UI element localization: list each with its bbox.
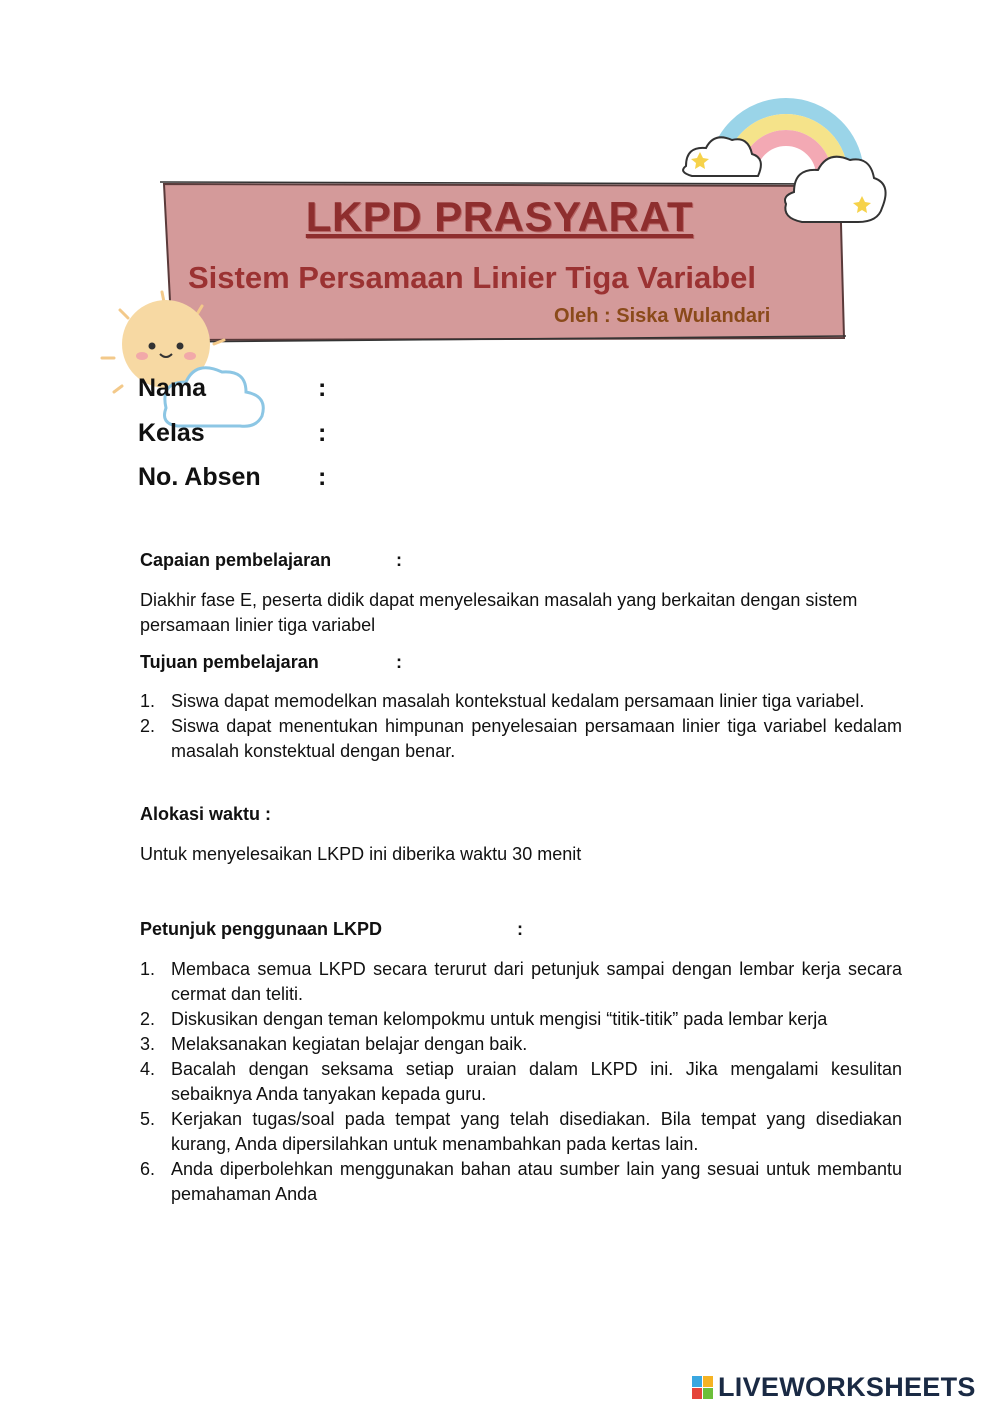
liveworksheets-brand[interactable]: LIVEWORKSHEETS [718,1372,976,1402]
author-line: Oleh : Siska Wulandari [554,305,771,327]
petunjuk-colon: : [517,919,523,939]
list-text: Siswa dapat menentukan himpunan penyelesaian persamaan linier tiga variabel kedalam masalah konstektual dengan benar. [171,716,902,761]
list-item [140,689,902,714]
field-colon-no-absen: : [318,463,327,491]
list-number: 4. [140,1059,156,1079]
page-title: LKPD PRASYARAT [305,193,694,240]
list-text: Diskusikan dengan teman kelompokmu untuk mengisi “titik-titik” pada lembar kerja [171,1009,828,1029]
field-label-no-absen: No. Absen [138,463,261,491]
list-number: 5. [140,1109,156,1129]
list-item [140,957,902,1007]
alokasi-heading: Alokasi waktu : [140,804,272,824]
field-colon-nama: : [318,374,327,402]
list-text: Anda diperbolehkan menggunakan bahan atau sumber lain yang sesuai untuk membantu pemahaman Anda [171,1159,902,1204]
field-label-kelas: Kelas [138,419,205,447]
tujuan-list [140,689,902,764]
liveworksheets-logo-icon [692,1376,714,1400]
alokasi-text: Untuk menyelesaikan LKPD ini diberika waktu 30 menit [140,844,582,864]
capaian-text: Diakhir fase E, peserta didik dapat menyelesaikan masalah yang berkaitan dengan sistem persamaan linier tiga variabel [140,590,858,635]
list-item [140,1057,902,1107]
list-text: Membaca semua LKPD secara terurut dari petunjuk sampai dengan lembar kerja secara cermat dan teliti. [171,959,902,1004]
petunjuk-heading: Petunjuk penggunaan LKPD [140,919,383,939]
list-item [140,1032,902,1057]
list-text: Kerjakan tugas/soal pada tempat yang telah disediakan. Bila tempat yang disediakan kurang, Anda dipersilahkan untuk menambahkan pada kertas lain. [171,1109,902,1154]
capaian-colon: : [396,550,402,570]
list-text: Bacalah dengan seksama setiap uraian dalam LKPD ini. Jika mengalami kesulitan sebaiknya Anda tanyakan kepada guru. [171,1059,902,1104]
tujuan-colon: : [396,652,402,672]
list-text: Siswa dapat memodelkan masalah kontekstual kedalam persamaan linier tiga variabel. [171,691,865,711]
list-number: 1. [140,959,156,979]
petunjuk-list [140,957,902,1207]
list-number: 6. [140,1159,156,1179]
field-colon-kelas: : [318,419,327,447]
page-subtitle: Sistem Persamaan Linier Tiga Variabel [188,260,757,295]
list-item [140,1157,902,1207]
sun-cloud-icon [96,288,272,438]
capaian-heading: Capaian pembelajaran [140,550,332,570]
tujuan-heading: Tujuan pembelajaran [140,652,319,672]
list-item [140,1107,902,1157]
list-number: 2. [140,716,156,736]
list-item [140,1007,902,1032]
list-item [140,714,902,764]
list-number: 2. [140,1009,156,1029]
list-text: Melaksanakan kegiatan belajar dengan baik. [171,1034,528,1054]
list-number: 3. [140,1034,156,1054]
field-label-nama: Nama [138,374,207,402]
list-number: 1. [140,691,156,711]
